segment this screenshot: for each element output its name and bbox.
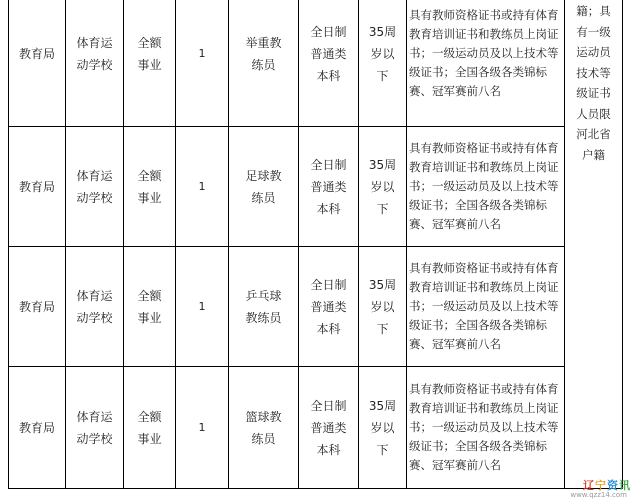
education-cell: 全日制普通类本科: [299, 127, 359, 247]
requirement-cell: 具有教师资格证书或持有体育教育培训证书和教练员上岗证书；一级运动员及以上技术等级证书；全国各级各类锦标赛、冠军赛前八名: [407, 367, 565, 489]
education-cell: 全日制普通类本科: [299, 0, 359, 127]
unit-cell: 体育运动学校: [66, 127, 124, 247]
type-cell: 全额事业: [124, 367, 176, 489]
age-cell: 35周岁以下: [359, 0, 407, 127]
note-cell: 籍；具有一级运动员技术等级证书人员限河北省户籍: [565, 0, 623, 489]
count-cell: 1: [176, 127, 229, 247]
table-row: [9, 127, 623, 247]
count-cell: 1: [176, 367, 229, 489]
unit-cell: 体育运动学校: [66, 0, 124, 127]
type-cell: 全额事业: [124, 127, 176, 247]
education-cell: 全日制普通类本科: [299, 247, 359, 367]
education-cell: 全日制普通类本科: [299, 367, 359, 489]
count-cell: 1: [176, 247, 229, 367]
type-cell: 全额事业: [124, 0, 176, 127]
table-row: [9, 367, 623, 489]
unit-cell: 体育运动学校: [66, 367, 124, 489]
dept-cell: 教育局: [9, 0, 66, 127]
age-cell: 35周岁以下: [359, 247, 407, 367]
position-cell: 乒乓球教练员: [229, 247, 299, 367]
age-cell: 35周岁以下: [359, 367, 407, 489]
type-cell: 全额事业: [124, 247, 176, 367]
requirement-cell: 具有教师资格证书或持有体育教育培训证书和教练员上岗证书；一级运动员及以上技术等级证书；全国各级各类锦标赛、冠军赛前八名: [407, 127, 565, 247]
position-cell: 足球教练员: [229, 127, 299, 247]
position-cell: 篮球教练员: [229, 367, 299, 489]
dept-cell: 教育局: [9, 127, 66, 247]
age-cell: 35周岁以下: [359, 127, 407, 247]
requirement-cell: 具有教师资格证书或持有体育教育培训证书和教练员上岗证书；一级运动员及以上技术等级证书；全国各级各类锦标赛、冠军赛前八名: [407, 0, 565, 127]
dept-cell: 教育局: [9, 247, 66, 367]
requirement-cell: 具有教师资格证书或持有体育教育培训证书和教练员上岗证书；一级运动员及以上技术等级证书；全国各级各类锦标赛、冠军赛前八名: [407, 247, 565, 367]
watermark-logo: 辽宁资讯: [583, 479, 631, 492]
recruitment-table: [8, 0, 623, 489]
watermark-url: www.qzz14.com: [570, 491, 627, 499]
count-cell: 1: [176, 0, 229, 127]
table-row: [9, 0, 623, 127]
position-cell: 举重教练员: [229, 0, 299, 127]
unit-cell: 体育运动学校: [66, 247, 124, 367]
dept-cell: 教育局: [9, 367, 66, 489]
table-row: [9, 247, 623, 367]
